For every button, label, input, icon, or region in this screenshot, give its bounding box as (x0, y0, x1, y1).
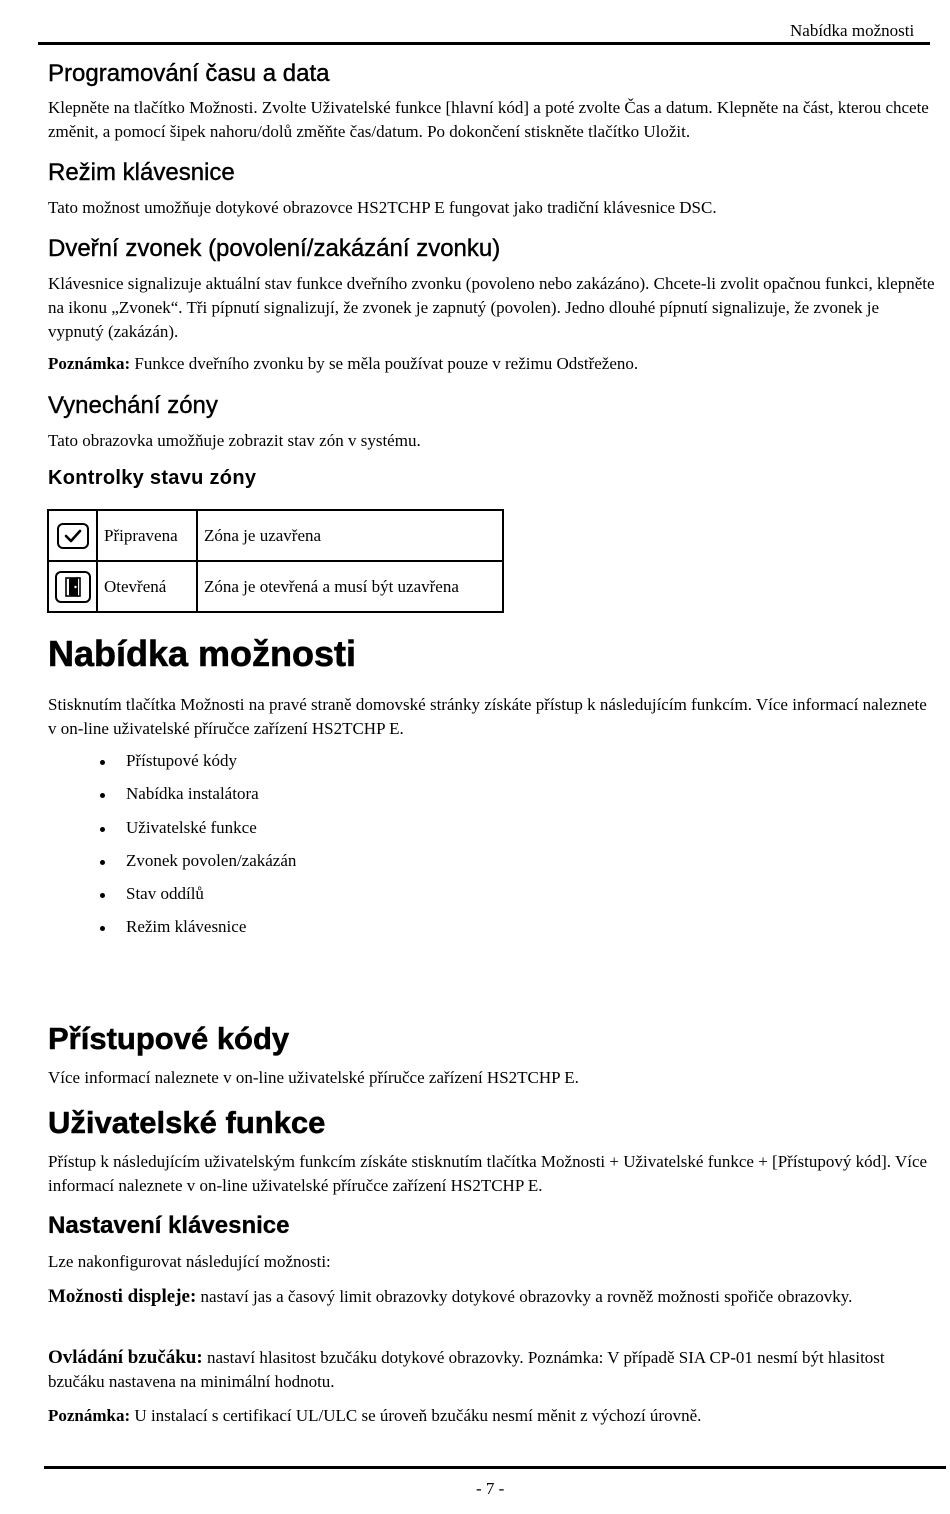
check-icon (57, 523, 89, 549)
section-text-options-menu: Stisknutím tlačítka Možnosti na pravé straně domovské stránky získáte přístup k následujícím funkcím. Více informací naleznete v on-line uživatelské příručce zařízení HS2TCHP E. (48, 695, 927, 738)
section-text-user-functions: Přístup k následujícím uživatelským funkcím získáte stisknutím tlačítka Možnosti + Uživatelské funkce + [Přístupový kód]. Více informací naleznete v on-line uživatelské příručce zařízení HS2TCHP E. (48, 1152, 928, 1195)
bullet-icon (100, 827, 105, 832)
note-text: Funkce dveřního zvonku by se měla používat pouze v režimu Odstřeženo. (130, 354, 639, 373)
note-door-chime (48, 352, 938, 376)
table-cell-label: Připravena (97, 510, 197, 561)
open-door-icon (55, 571, 91, 603)
section-text-access-codes: Více informací naleznete v on-line uživatelské příručce zařízení HS2TCHP E. (48, 1068, 579, 1087)
note-buzzer-level (48, 1404, 938, 1428)
table-row (48, 561, 503, 612)
bullet-icon (100, 793, 105, 798)
footer-rule (44, 1466, 946, 1469)
note-label: Poznámka: (48, 1406, 131, 1425)
section-heading-time: Programování času a data (48, 60, 330, 87)
buzzer-control-label: Ovládání bzučáku: (48, 1347, 203, 1368)
page-title-options-menu: Nabídka možnosti (48, 633, 357, 674)
section-text-keypad-mode: Tato možnost umožňuje dotykové obrazovce HS2TCHP E fungovat jako tradiční klávesnice DSC. (48, 198, 717, 217)
subheading-zone-indicators: Kontrolky stavu zóny (48, 467, 257, 489)
bullet-icon (100, 926, 105, 931)
list-item: Režim klávesnice (100, 915, 296, 948)
table-cell-label: Otevřená (97, 561, 197, 612)
table-cell-icon (48, 510, 97, 561)
display-options-label: Možnosti displeje: (48, 1286, 197, 1307)
bullet-icon (100, 760, 105, 765)
note-text: U instalací s certifikací UL/ULC se úroveň bzučáku nesmí měnit z výchozí úrovně. (130, 1406, 702, 1425)
section-heading-zone-bypass: Vynechání zóny (48, 392, 218, 419)
options-list (100, 749, 296, 949)
list-item: Zvonek povolen/zakázán (100, 849, 296, 882)
section-text-keypad-settings-intro: Lze nakonfigurovat následující možnosti: (48, 1252, 331, 1271)
section-heading-keypad-settings: Nastavení klávesnice (48, 1212, 290, 1239)
section-text-time: Klepněte na tlačítko Možnosti. Zvolte Uživatelské funkce [hlavní kód] a poté zvolte Čas a datum. Klepněte na část, kterou chcete změnit, a pomocí šipek nahoru/dolů změňte čas/datum. Po dokončení stiskněte tlačítko Uložit. (48, 98, 929, 141)
page-number: - 7 - (476, 1479, 505, 1498)
buzzer-control-paragraph (48, 1346, 938, 1394)
section-heading-access-codes: Přístupové kódy (48, 1021, 290, 1056)
list-item: Uživatelské funkce (100, 816, 296, 849)
table-cell-description: Zóna je uzavřena (197, 510, 503, 561)
running-header: Nabídka možnosti (790, 21, 915, 40)
list-item: Přístupové kódy (100, 749, 296, 782)
table-row (48, 510, 503, 561)
section-heading-keypad-mode: Režim klávesnice (48, 159, 235, 186)
bullet-icon (100, 860, 105, 865)
display-options-paragraph (48, 1285, 938, 1309)
header-rule (38, 42, 930, 45)
table-cell-icon (48, 561, 97, 612)
list-item: Stav oddílů (100, 882, 296, 915)
section-text-zone-bypass: Tato obrazovka umožňuje zobrazit stav zón v systému. (48, 431, 421, 450)
section-heading-door-chime: Dveřní zvonek (povolení/zakázání zvonku) (48, 235, 501, 262)
list-item: Nabídka instalátora (100, 782, 296, 815)
bullet-icon (100, 893, 105, 898)
zone-status-table (47, 509, 504, 613)
section-heading-user-functions: Uživatelské funkce (48, 1105, 326, 1140)
section-text-door-chime: Klávesnice signalizuje aktuální stav funkce dveřního zvonku (povoleno nebo zakázáno). Chcete-li zvolit opačnou funkci, klepněte na ikonu „Zvonek“. Tři pípnutí signalizují, že zvonek je zapnutý (povolen). Jedno dlouhé pípnutí signalizuje, že zvonek je vypnutý (zakázán). (48, 274, 935, 341)
buzzer-control-text: nastaví hlasitost bzučáku dotykové obrazovky. Poznámka: V případě SIA CP-01 nesmí být hlasitost bzučáku nastavena na minimální hodnotu. (48, 1348, 885, 1391)
display-options-text: nastaví jas a časový limit obrazovky dotykové obrazovky a rovněž možnosti spořiče obrazovky. (196, 1287, 853, 1306)
note-label: Poznámka: (48, 354, 131, 373)
table-cell-description: Zóna je otevřená a musí být uzavřena (197, 561, 503, 612)
